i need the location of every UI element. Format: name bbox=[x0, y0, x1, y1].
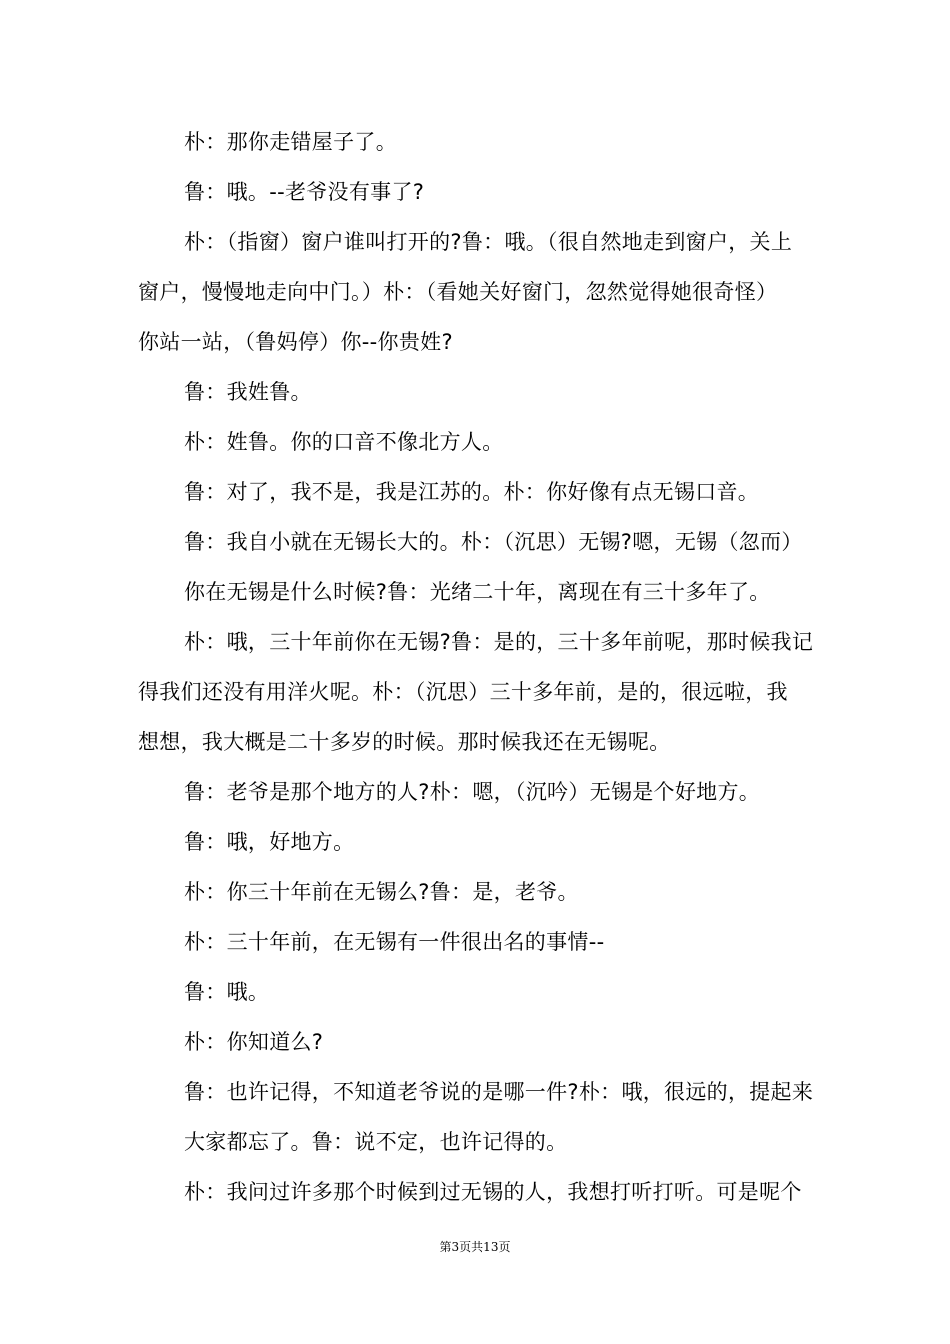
text-line: 鲁：对了，我不是，我是江苏的。朴：你好像有点无锡口音。 bbox=[184, 480, 760, 504]
text-line: 窗户，慢慢地走向中门。）朴：（看她关好窗门，忽然觉得她很奇怪） bbox=[138, 280, 778, 304]
text-line: 你站一站，（鲁妈停）你--你贵姓? bbox=[138, 330, 453, 354]
text-line: 朴：姓鲁。你的口音不像北方人。 bbox=[184, 430, 504, 454]
text-line: 朴：三十年前，在无锡有一件很出名的事情-- bbox=[184, 930, 605, 954]
text-line: 你在无锡是什么时候?鲁：光绪二十年，离现在有三十多年了。 bbox=[184, 580, 771, 604]
text-line: 朴：（指窗）窗户谁叫打开的?鲁：哦。（很自然地走到窗户，关上 bbox=[184, 230, 793, 254]
page-number-footer: 第3页共13页 bbox=[439, 1240, 511, 1254]
text-line: 鲁：老爷是那个地方的人?朴：嗯，（沉吟）无锡是个好地方。 bbox=[184, 780, 761, 804]
text-line: 鲁：哦。--老爷没有事了? bbox=[184, 180, 425, 204]
text-line: 鲁：哦。 bbox=[184, 980, 270, 1004]
text-line: 鲁：我姓鲁。 bbox=[184, 380, 312, 404]
text-line: 鲁：哦，好地方。 bbox=[184, 830, 355, 854]
text-line: 朴：你三十年前在无锡么?鲁：是，老爷。 bbox=[184, 880, 579, 904]
text-line: 鲁：我自小就在无锡长大的。朴：（沉思）无锡?嗯，无锡（忽而） bbox=[184, 530, 803, 554]
text-line: 鲁：也许记得，不知道老爷说的是哪一件?朴：哦，很远的，提起来 bbox=[184, 1080, 814, 1104]
text-line: 得我们还没有用洋火呢。朴：（沉思）三十多年前，是的，很远啦，我 bbox=[138, 680, 788, 704]
text-line: 朴：我问过许多那个时候到过无锡的人，我想打听打听。可是呢个 bbox=[184, 1180, 802, 1204]
text-line: 朴：你知道么? bbox=[184, 1030, 324, 1054]
text-line: 朴：哦，三十年前你在无锡?鲁：是的，三十多年前呢，那时候我记 bbox=[184, 630, 814, 654]
page-body bbox=[138, 117, 828, 1217]
text-line: 朴：那你走错屋子了。 bbox=[184, 130, 397, 154]
text-line: 大家都忘了。鲁：说不定，也许记得的。 bbox=[184, 1130, 568, 1154]
text-line: 想想，我大概是二十多岁的时候。那时候我还在无锡呢。 bbox=[138, 730, 671, 754]
